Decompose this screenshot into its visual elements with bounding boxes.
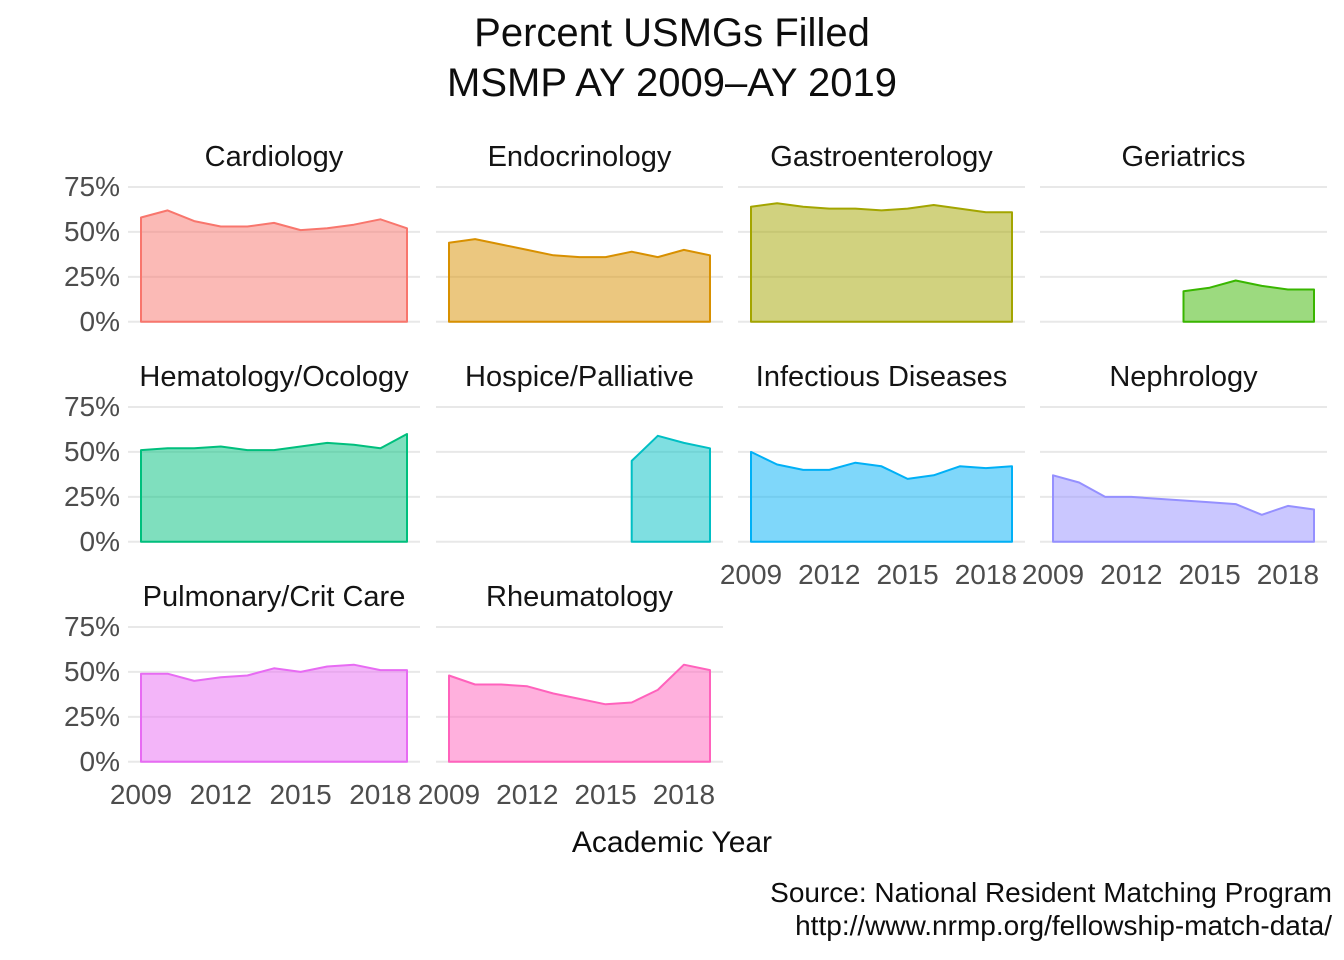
facet-title-rheumatology: Rheumatology xyxy=(486,581,673,613)
facet-title-gastroenterology: Gastroenterology xyxy=(770,141,993,173)
facet-chart-gastroenterology xyxy=(738,178,1025,329)
facet-chart-geriatrics xyxy=(1040,178,1327,329)
y-tick-label-cardiology-25%: 25% xyxy=(63,260,120,292)
x-tick-label-infectious-diseases-2009: 2009 xyxy=(719,559,783,590)
x-tick-label-pulmonary-crit-care-2018: 2018 xyxy=(349,779,412,810)
y-tick-label-hematology-ocology-25%: 25% xyxy=(63,480,120,512)
y-tick-label-cardiology-0%: 0% xyxy=(79,305,120,337)
x-tick-label-nephrology-2009: 2009 xyxy=(1021,559,1085,590)
y-tick-label-hematology-ocology-50%: 50% xyxy=(63,435,120,467)
x-tick-label-nephrology-2015: 2015 xyxy=(1178,559,1241,590)
y-tick-label-pulmonary-crit-care-75%: 75% xyxy=(63,610,120,642)
area-pulmonary-crit-care xyxy=(141,665,407,762)
y-tick-label-pulmonary-crit-care-50%: 50% xyxy=(63,655,120,687)
area-geriatrics xyxy=(1184,281,1315,322)
area-cardiology xyxy=(141,210,407,321)
facet-title-hematology-ocology: Hematology/Ocology xyxy=(139,361,409,393)
x-tick-label-rheumatology-2015: 2015 xyxy=(574,779,637,810)
x-tick-label-rheumatology-2018: 2018 xyxy=(652,779,716,810)
area-hematology-ocology xyxy=(141,434,407,542)
facet-title-pulmonary-crit-care: Pulmonary/Crit Care xyxy=(142,581,406,613)
facet-title-endocrinology: Endocrinology xyxy=(487,141,672,173)
y-tick-label-cardiology-75%: 75% xyxy=(63,170,120,202)
x-axis-title: Academic Year xyxy=(571,826,773,859)
facet-panel-cardiology xyxy=(128,178,420,329)
y-tick-label-pulmonary-crit-care-0%: 0% xyxy=(79,745,120,777)
facet-title-nephrology: Nephrology xyxy=(1109,361,1258,393)
facet-chart-hematology-ocology xyxy=(128,398,420,549)
facet-title-geriatrics: Geriatrics xyxy=(1121,141,1246,173)
x-tick-label-rheumatology-2009: 2009 xyxy=(417,779,481,810)
chart-title-line1: Percent USMGs Filled xyxy=(474,11,870,55)
source-caption xyxy=(770,876,1332,942)
source-caption-line2: http://www.nrmp.org/fellowship-match-data/ xyxy=(795,910,1332,941)
x-tick-label-rheumatology-2012: 2012 xyxy=(496,779,559,810)
area-hospice-palliative xyxy=(632,436,710,542)
facet-chart-cardiology xyxy=(128,178,420,329)
y-tick-label-cardiology-50%: 50% xyxy=(63,215,120,247)
facet-panel-gastroenterology xyxy=(738,178,1025,329)
facet-panel-hematology-ocology xyxy=(128,398,420,549)
chart-title xyxy=(0,8,1344,108)
facet-title-hospice-palliative: Hospice/Palliative xyxy=(465,361,694,393)
x-tick-label-infectious-diseases-2015: 2015 xyxy=(876,559,939,590)
area-rheumatology xyxy=(449,665,710,762)
facet-title-infectious-diseases: Infectious Diseases xyxy=(755,361,1008,393)
x-tick-label-pulmonary-crit-care-2012: 2012 xyxy=(189,779,252,810)
facet-chart-endocrinology xyxy=(436,178,723,329)
y-tick-label-hematology-ocology-0%: 0% xyxy=(79,525,120,557)
x-tick-label-infectious-diseases-2018: 2018 xyxy=(954,559,1018,590)
facet-panel-hospice-palliative xyxy=(436,398,723,549)
facet-title-cardiology: Cardiology xyxy=(204,141,344,173)
x-tick-label-pulmonary-crit-care-2009: 2009 xyxy=(109,779,173,810)
area-nephrology xyxy=(1053,475,1314,542)
facet-panel-nephrology xyxy=(1040,398,1327,549)
facet-chart-infectious-diseases xyxy=(738,398,1025,549)
facet-panel-geriatrics xyxy=(1040,178,1327,329)
x-tick-label-pulmonary-crit-care-2015: 2015 xyxy=(269,779,332,810)
source-caption-line1: Source: National Resident Matching Program xyxy=(770,877,1332,908)
facet-chart-rheumatology xyxy=(436,618,723,769)
facet-panel-rheumatology xyxy=(436,618,723,769)
area-gastroenterology xyxy=(751,203,1012,322)
y-tick-label-pulmonary-crit-care-25%: 25% xyxy=(63,700,120,732)
area-infectious-diseases xyxy=(751,452,1012,542)
facet-chart-hospice-palliative xyxy=(436,398,723,549)
facet-chart-pulmonary-crit-care xyxy=(128,618,420,769)
x-tick-label-infectious-diseases-2012: 2012 xyxy=(798,559,861,590)
facet-panel-infectious-diseases xyxy=(738,398,1025,549)
x-tick-label-nephrology-2018: 2018 xyxy=(1256,559,1320,590)
area-endocrinology xyxy=(449,239,710,322)
facet-chart-nephrology xyxy=(1040,398,1327,549)
facet-panel-endocrinology xyxy=(436,178,723,329)
y-tick-label-hematology-ocology-75%: 75% xyxy=(63,390,120,422)
x-tick-label-nephrology-2012: 2012 xyxy=(1100,559,1163,590)
facet-panel-pulmonary-crit-care xyxy=(128,618,420,769)
chart-title-line2: MSMP AY 2009–AY 2019 xyxy=(447,61,897,105)
